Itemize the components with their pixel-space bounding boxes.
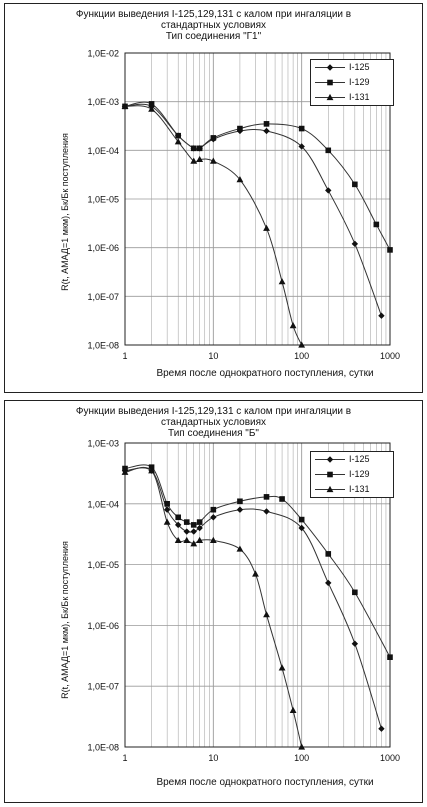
legend-swatch-marker [327, 456, 333, 462]
legend-label: I-129 [349, 469, 370, 479]
legend-label: I-125 [349, 62, 370, 72]
data-point-i-125 [191, 528, 197, 534]
data-point-i-129 [175, 133, 181, 139]
y-tick-label: 1,0E-08 [87, 340, 119, 351]
y-tick-label: 1,0E-03 [87, 97, 119, 108]
data-point-i-129 [325, 551, 331, 557]
legend-label: I-131 [349, 92, 370, 102]
chart-title-line-2: стандартных условиях [160, 20, 267, 31]
data-point-i-129 [164, 501, 170, 507]
data-point-i-125 [378, 312, 384, 318]
legend-swatch-square [315, 469, 347, 480]
data-point-i-129 [264, 121, 270, 127]
series-line-i-129 [125, 102, 390, 250]
data-point-i-131 [263, 611, 270, 617]
x-tick-label: 10 [208, 753, 219, 763]
y-tick-label: 1,0E-07 [87, 681, 119, 692]
y-tick-label: 1,0E-08 [87, 742, 119, 753]
data-point-i-129 [211, 135, 217, 141]
chart-title-line-3: Тип соединения "Г1" [165, 31, 262, 42]
legend-swatch-marker [327, 64, 333, 70]
y-axis-label: R(t, АМАД=1 мкм), Бк/Бк поступления [60, 541, 70, 699]
data-point-i-129 [197, 519, 203, 525]
data-point-i-131 [290, 707, 297, 713]
legend-item [311, 467, 393, 482]
data-point-i-129 [374, 222, 380, 228]
data-point-i-129 [191, 146, 197, 152]
chart-title-line-3: Тип соединения "Б" [168, 428, 259, 439]
y-tick-label: 1,0E-04 [87, 499, 119, 510]
x-tick-label: 1 [122, 753, 128, 763]
data-point-i-129 [175, 514, 181, 520]
legend-item [311, 90, 393, 105]
data-point-i-125 [378, 725, 384, 731]
legend-swatch-marker [327, 80, 333, 86]
y-tick-label: 1,0E-03 [87, 438, 119, 449]
data-point-i-129 [352, 590, 358, 596]
legend [310, 59, 394, 106]
data-point-i-131 [263, 225, 270, 231]
data-point-i-129 [299, 126, 305, 132]
y-tick-label: 1,0E-06 [87, 620, 119, 631]
legend-swatch-triangle [315, 92, 347, 103]
data-point-i-129 [325, 148, 331, 154]
data-point-i-131 [164, 519, 171, 525]
x-tick-label: 100 [294, 753, 310, 763]
data-point-i-125 [210, 514, 216, 520]
legend-swatch-diamond [315, 454, 347, 465]
legend [310, 451, 394, 498]
data-point-i-129 [299, 517, 305, 523]
y-tick-label: 1,0E-07 [87, 291, 119, 302]
data-point-i-129 [352, 182, 358, 188]
y-tick-label: 1,0E-06 [87, 243, 119, 254]
x-axis-label: Время после однократного поступления, сутки [156, 777, 374, 788]
data-point-i-131 [279, 664, 286, 670]
x-tick-label: 100 [294, 351, 310, 361]
data-point-i-131 [252, 570, 259, 576]
chart-title-line-2: стандартных условиях [160, 417, 267, 428]
legend-item [311, 452, 393, 467]
legend-swatch-triangle [315, 484, 347, 495]
y-tick-label: 1,0E-04 [87, 145, 119, 156]
data-point-i-129 [387, 654, 393, 660]
x-tick-label: 1 [122, 351, 128, 361]
data-point-i-125 [263, 508, 269, 514]
data-point-i-129 [279, 496, 285, 502]
data-point-i-131 [237, 545, 244, 551]
chart-panel-b [4, 400, 423, 803]
x-axis-label: Время после однократного поступления, сутки [156, 368, 374, 379]
y-tick-label: 1,0E-02 [87, 48, 119, 59]
legend-item [311, 60, 393, 75]
legend-swatch-marker [327, 472, 333, 478]
data-point-i-125 [184, 528, 190, 534]
chart-title-line-1: Функции выведения I-125,129,131 с калом при ингаляции в [75, 406, 352, 417]
x-tick-label: 1000 [379, 351, 401, 361]
data-point-i-129 [237, 498, 243, 504]
legend-label: I-129 [349, 77, 370, 87]
y-tick-label: 1,0E-05 [87, 194, 119, 205]
chart-title-line-1: Функции выведения I-125,129,131 с калом при ингаляции в [75, 9, 352, 20]
data-point-i-125 [352, 241, 358, 247]
data-point-i-125 [237, 506, 243, 512]
legend-label: I-125 [349, 454, 370, 464]
data-point-i-129 [387, 247, 393, 253]
data-point-i-129 [264, 494, 270, 500]
chart-panel-g1 [4, 3, 423, 393]
legend-label: I-131 [349, 484, 370, 494]
y-axis-label: R(t, АМАД=1 мкм), Бк/Бк поступления [60, 133, 70, 291]
data-point-i-125 [325, 187, 331, 193]
x-tick-label: 1000 [379, 753, 401, 763]
data-point-i-131 [290, 322, 297, 328]
data-point-i-125 [263, 128, 269, 134]
series-line-i-125 [125, 104, 381, 315]
legend-item [311, 482, 393, 497]
data-point-i-129 [237, 126, 243, 132]
data-point-i-125 [325, 580, 331, 586]
data-point-i-129 [211, 507, 217, 513]
data-point-i-131 [183, 537, 190, 543]
data-point-i-129 [197, 146, 203, 152]
data-point-i-125 [352, 641, 358, 647]
legend-item [311, 75, 393, 90]
data-point-i-129 [184, 519, 190, 525]
data-point-i-129 [191, 522, 197, 528]
legend-swatch-diamond [315, 62, 347, 73]
data-point-i-131 [279, 278, 286, 284]
y-tick-label: 1,0E-05 [87, 560, 119, 571]
legend-swatch-square [315, 77, 347, 88]
x-tick-label: 10 [208, 351, 219, 361]
